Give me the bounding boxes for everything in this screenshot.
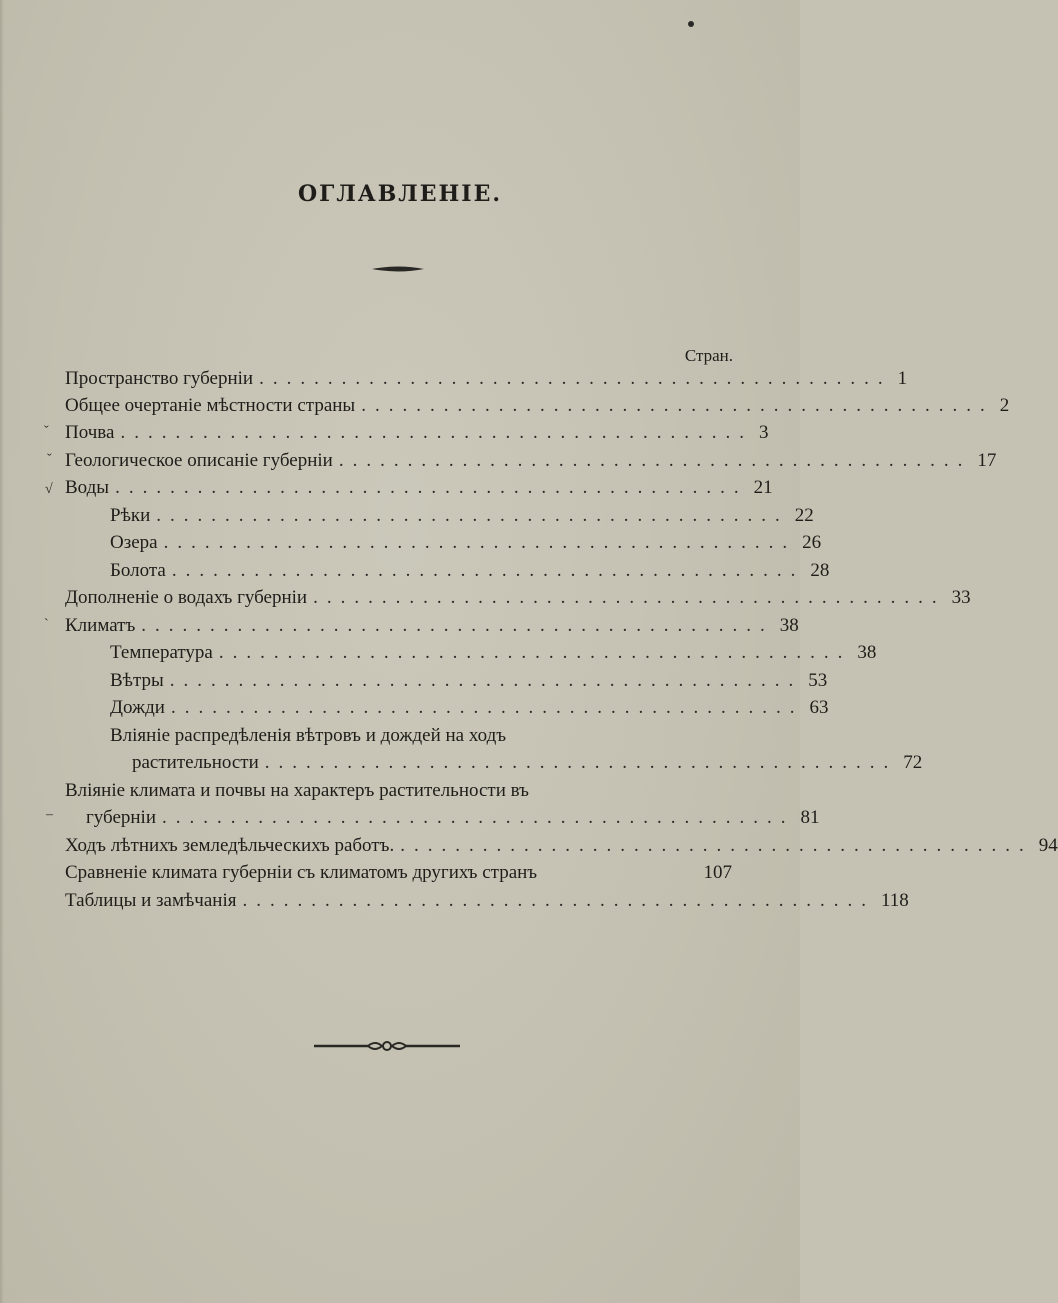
toc-entry-page: 53 <box>808 670 828 691</box>
toc-entry <box>65 862 732 889</box>
dot-leader: .............................................. <box>338 450 972 471</box>
toc-entry-label: Сравненіе климата губерніи съ климатомъ другихъ странъ <box>65 862 538 883</box>
dot-leader: .............................................. <box>162 807 795 828</box>
toc-subentry <box>110 532 822 559</box>
toc-entry <box>65 835 1058 862</box>
toc-entry-page: 33 <box>951 587 971 608</box>
toc-entry-page: 17 <box>977 450 997 471</box>
toc-entry-label: Температура <box>110 642 213 663</box>
toc-entry-page: 38 <box>857 642 877 663</box>
toc-entry-page: 1 <box>897 368 908 389</box>
dot-leader: .............................................. <box>171 560 805 581</box>
dot-leader: .............................................. <box>264 752 898 773</box>
toc-entry-label: Ходъ лѣтнихъ земледѣльческихъ работъ. <box>65 835 395 856</box>
toc-entry-page: 2 <box>999 395 1010 416</box>
toc-entry <box>65 368 908 395</box>
ink-spot <box>688 21 694 27</box>
toc-entry <box>65 450 997 477</box>
toc-entry-label: Дожди <box>110 697 165 718</box>
toc-entry-label: Климатъ <box>65 615 136 636</box>
toc-entry-label: Геологическое описаніе губерніи <box>65 450 333 471</box>
dot-leader: .............................................. <box>141 615 774 636</box>
dot-leader: .............................................. <box>163 532 797 553</box>
toc-entry-page: 81 <box>800 807 820 828</box>
toc-entry-page: 28 <box>810 560 830 581</box>
dot-leader: .............................................. <box>156 505 789 526</box>
toc-subentry <box>110 505 814 532</box>
toc-entry-label: Болота <box>110 560 166 581</box>
divider-ornament-small <box>370 262 426 276</box>
toc-entry-label: Почва <box>65 422 115 443</box>
dot-leader: .............................................. <box>120 422 753 443</box>
pencil-tick-icon: ˇ <box>47 452 52 467</box>
toc-entry-page: 94 <box>1038 835 1058 856</box>
toc-subentry-continuation <box>132 752 923 779</box>
toc-subentry <box>110 560 830 587</box>
pencil-dash-icon: – <box>46 807 53 822</box>
toc-entry-page: 38 <box>779 615 799 636</box>
toc-subentry <box>110 670 828 697</box>
toc-entry-label: Озера <box>110 532 158 553</box>
toc-entry <box>65 587 971 614</box>
toc-entry-page: 107 <box>703 862 732 883</box>
toc-entry-label: растительности <box>132 752 259 773</box>
dot-leader: .............................................. <box>400 835 1033 856</box>
pencil-tick-icon: √ <box>45 482 53 497</box>
toc-subentry-first-line: Вліяніе распредѣленія вѣтровъ и дождей на ходъ <box>110 725 507 746</box>
toc-entry-label: Пространство губерніи <box>65 368 254 389</box>
pencil-tick-icon: ˇ <box>44 424 49 439</box>
toc-entry-page: 21 <box>753 477 773 498</box>
toc-subentry <box>110 642 877 669</box>
dot-leader: .............................................. <box>218 642 852 663</box>
toc-entry <box>65 615 799 642</box>
toc-entry-page: 118 <box>880 890 909 911</box>
toc-entry-label: губерніи <box>86 807 157 828</box>
dot-leader: .............................................. <box>115 477 748 498</box>
toc-entry <box>65 890 909 917</box>
page-column-header: Стран. <box>684 346 733 365</box>
pencil-tick-icon: ˋ <box>44 617 49 632</box>
toc-entry-page: 22 <box>794 505 814 526</box>
toc-entry-page: 26 <box>802 532 822 553</box>
toc-entry-first-line: Вліяніе климата и почвы на характеръ растительности въ <box>65 780 529 801</box>
dot-leader: .............................................. <box>313 587 946 608</box>
toc-entry <box>65 422 769 449</box>
dot-leader: .............................................. <box>259 368 892 389</box>
toc-entry-label: Таблицы и замѣчанія <box>65 890 237 911</box>
dot-leader: .............................................. <box>170 697 804 718</box>
end-ornament <box>312 1036 462 1056</box>
toc-entry-label: Вѣтры <box>110 670 164 691</box>
dot-leader: .............................................. <box>242 890 875 911</box>
dot-leader: .............................................. <box>169 670 803 691</box>
toc-subentry <box>110 697 829 724</box>
toc-entry <box>65 395 1010 422</box>
toc-entry-page: 63 <box>809 697 829 718</box>
toc-entry-page: 72 <box>903 752 923 773</box>
toc-entry-page: 3 <box>758 422 769 443</box>
toc-entry-label: Рѣки <box>110 505 151 526</box>
toc-entry-label: Воды <box>65 477 110 498</box>
dot-leader: .............................................. <box>361 395 994 416</box>
page-title: ОГЛАВЛЕНІЕ. <box>297 181 503 207</box>
toc-entry <box>65 477 773 504</box>
toc-entry-label: Общее очертаніе мѣстности страны <box>65 395 356 416</box>
toc-entry-label: Дополненіе о водахъ губерніи <box>65 587 308 608</box>
toc-entry-continuation <box>86 807 820 834</box>
